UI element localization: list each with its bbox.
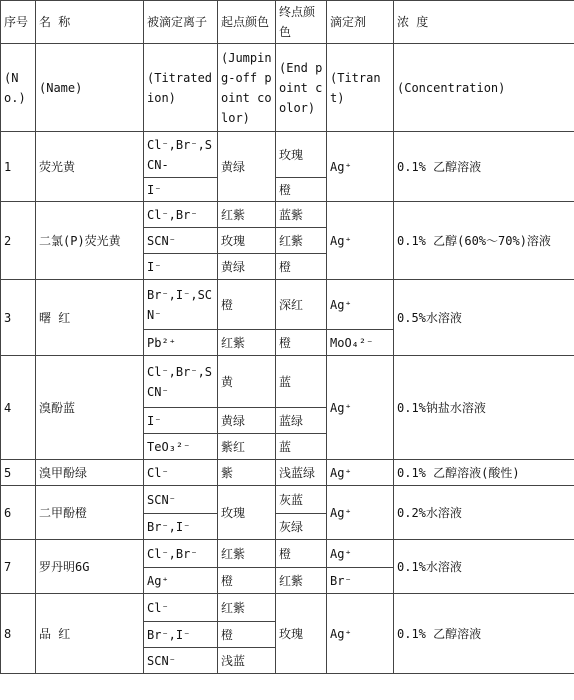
row-end-color: 红紫 [276, 568, 327, 594]
row-end-color: 蓝 [276, 434, 327, 460]
row-start-color: 玫瑰 [218, 228, 276, 254]
row-start-color: 红紫 [218, 594, 276, 622]
row-end-color: 橙 [276, 178, 327, 202]
row-ion: Br⁻,I⁻ [144, 622, 218, 648]
header-en-no: (No.) [1, 44, 36, 132]
row-name: 溴甲酚绿 [36, 460, 144, 486]
row-end-color: 蓝紫 [276, 202, 327, 228]
header-start-color: 起点颜色 [218, 1, 276, 44]
header-name: 名 称 [36, 1, 144, 44]
row-titrant: Ag⁺ [327, 540, 394, 568]
row-concentration: 0.1% 乙醇(60%～70%)溶液 [394, 202, 574, 280]
header-en-start-color: (Jumping-off point color) [218, 44, 276, 132]
row-no: 3 [1, 280, 36, 356]
row-ion: Br⁻,I⁻ [144, 514, 218, 540]
row-start-color: 紫红 [218, 434, 276, 460]
header-no: 序号 [1, 1, 36, 44]
row-no: 6 [1, 486, 36, 540]
table-row [1, 132, 574, 178]
row-ion: I⁻ [144, 178, 218, 202]
row-no: 8 [1, 594, 36, 674]
header-en-end-color: (End point color) [276, 44, 327, 132]
row-no: 7 [1, 540, 36, 594]
row-end-color: 深红 [276, 280, 327, 330]
row-start-color: 黄绿 [218, 254, 276, 280]
row-ion: Pb²⁺ [144, 330, 218, 356]
row-titrant: Ag⁺ [327, 594, 394, 674]
row-ion: Cl⁻,Br⁻ [144, 540, 218, 568]
row-end-color: 玫瑰 [276, 132, 327, 178]
row-end-color: 浅蓝绿 [276, 460, 327, 486]
row-ion: Cl⁻ [144, 594, 218, 622]
row-name: 荧光黄 [36, 132, 144, 202]
row-name: 二氯(P)荧光黄 [36, 202, 144, 280]
row-end-color: 灰蓝 [276, 486, 327, 514]
row-ion: Cl⁻ [144, 460, 218, 486]
header-titrant: 滴定剂 [327, 1, 394, 44]
row-start-color: 浅蓝 [218, 648, 276, 674]
row-no: 1 [1, 132, 36, 202]
row-start-color: 黄 [218, 356, 276, 408]
table-row [1, 202, 574, 228]
row-no: 4 [1, 356, 36, 460]
header-en-name: (Name) [36, 44, 144, 132]
header-end-color: 终点颜色 [276, 1, 327, 44]
row-titrant: Ag⁺ [327, 280, 394, 330]
row-concentration: 0.2%水溶液 [394, 486, 574, 540]
row-concentration: 0.1% 乙醇溶液(酸性) [394, 460, 574, 486]
row-titrant: Ag⁺ [327, 132, 394, 202]
row-titrant: Ag⁺ [327, 202, 394, 280]
row-name: 罗丹明6G [36, 540, 144, 594]
row-name: 二甲酚橙 [36, 486, 144, 540]
row-start-color: 玫瑰 [218, 486, 276, 540]
row-end-color: 蓝绿 [276, 408, 327, 434]
row-titrant: Ag⁺ [327, 460, 394, 486]
row-ion: Br⁻,I⁻,SCN⁻ [144, 280, 218, 330]
row-start-color: 红紫 [218, 540, 276, 568]
row-concentration: 0.5%水溶液 [394, 280, 574, 356]
row-ion: SCN⁻ [144, 486, 218, 514]
row-end-color: 橙 [276, 540, 327, 568]
row-ion: TeO₃²⁻ [144, 434, 218, 460]
row-no: 2 [1, 202, 36, 280]
row-no: 5 [1, 460, 36, 486]
row-concentration: 0.1% 乙醇溶液 [394, 594, 574, 674]
row-start-color: 红紫 [218, 330, 276, 356]
row-ion: SCN⁻ [144, 228, 218, 254]
row-end-color: 玫瑰 [276, 594, 327, 674]
row-titrant: MoO₄²⁻ [327, 330, 394, 356]
table-row [1, 280, 574, 330]
row-start-color: 红紫 [218, 202, 276, 228]
row-end-color: 蓝 [276, 356, 327, 408]
header-en-titrated-ion: (Titrated ion) [144, 44, 218, 132]
row-ion: Cl⁻,Br⁻,SCN- [144, 132, 218, 178]
row-start-color: 黄绿 [218, 408, 276, 434]
row-concentration: 0.1%水溶液 [394, 540, 574, 594]
row-titrant: Br⁻ [327, 568, 394, 594]
header-concentration: 浓 度 [394, 1, 574, 44]
row-start-color: 紫 [218, 460, 276, 486]
table-row [1, 486, 574, 514]
header-titrated-ion: 被滴定离子 [144, 1, 218, 44]
row-name: 曙 红 [36, 280, 144, 356]
row-start-color: 黄绿 [218, 132, 276, 202]
table-row [1, 356, 574, 408]
header-en-concentration: (Concentration) [394, 44, 574, 132]
row-end-color: 灰绿 [276, 514, 327, 540]
row-end-color: 红紫 [276, 228, 327, 254]
row-start-color: 橙 [218, 568, 276, 594]
row-ion: SCN⁻ [144, 648, 218, 674]
row-ion: I⁻ [144, 254, 218, 280]
table-row [1, 460, 574, 486]
row-ion: Cl⁻,Br⁻,SCN⁻ [144, 356, 218, 408]
row-concentration: 0.1% 乙醇溶液 [394, 132, 574, 202]
header-row-en [1, 44, 574, 132]
row-start-color: 橙 [218, 280, 276, 330]
header-en-titrant: (Titrant) [327, 44, 394, 132]
header-row-zh [1, 1, 574, 44]
row-titrant: Ag⁺ [327, 356, 394, 460]
row-ion: Ag⁺ [144, 568, 218, 594]
table-row [1, 594, 574, 622]
row-end-color: 橙 [276, 330, 327, 356]
row-concentration: 0.1%钠盐水溶液 [394, 356, 574, 460]
row-end-color: 橙 [276, 254, 327, 280]
row-start-color: 橙 [218, 622, 276, 648]
row-titrant: Ag⁺ [327, 486, 394, 540]
row-name: 品 红 [36, 594, 144, 674]
table-row [1, 540, 574, 568]
row-ion: Cl⁻,Br⁻ [144, 202, 218, 228]
row-ion: I⁻ [144, 408, 218, 434]
row-name: 溴酚蓝 [36, 356, 144, 460]
